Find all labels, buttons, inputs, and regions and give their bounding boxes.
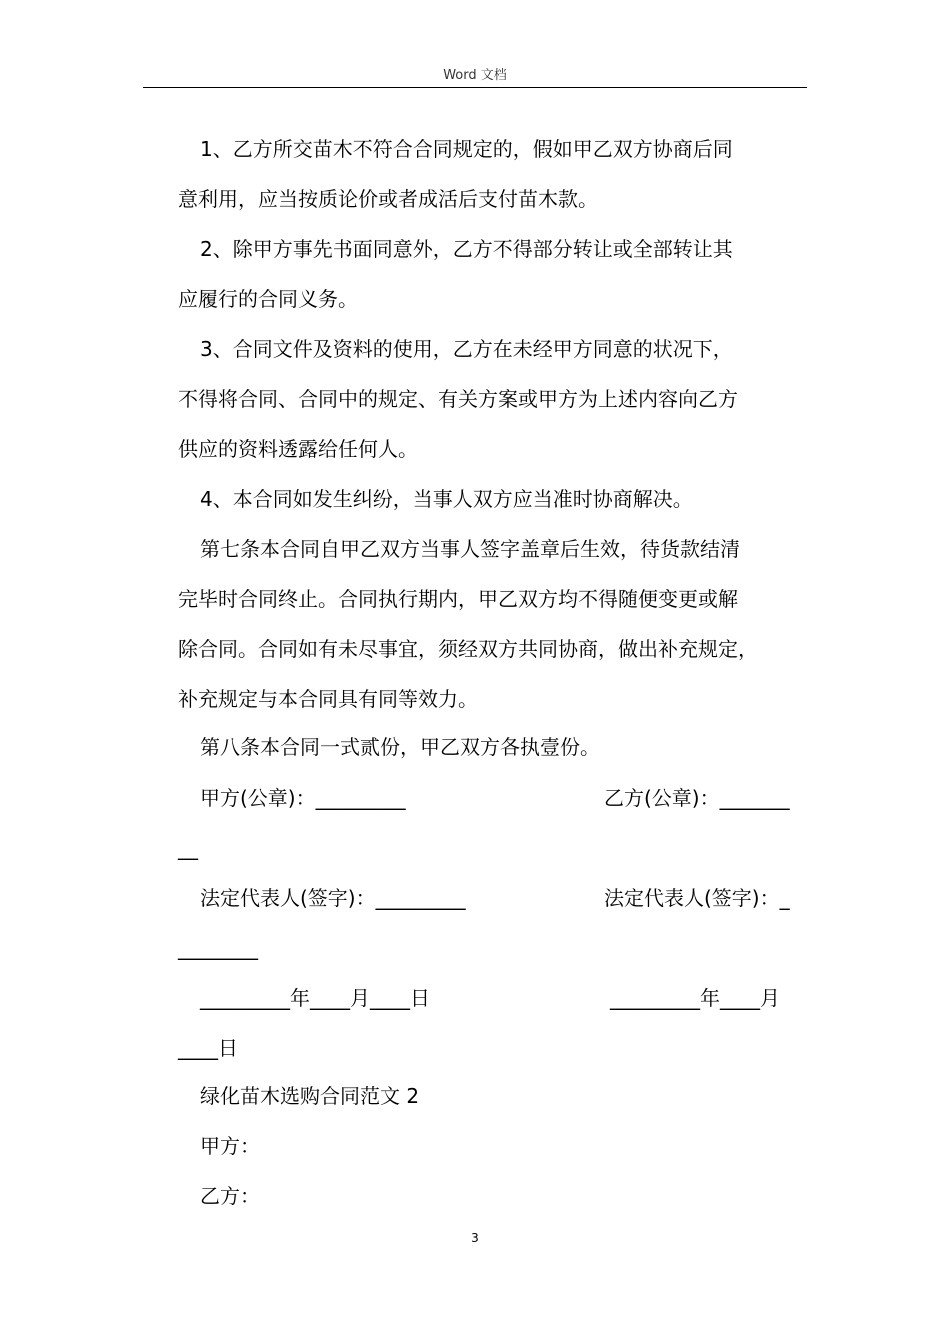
party-b-seal-field: 乙方(公章)：_______	[604, 786, 790, 810]
party-b-representative-field-continued: ________	[178, 936, 258, 960]
paragraph-line: 4、本合同如发生纠纷，当事人双方应当准时协商解决。	[200, 487, 693, 511]
section-title: 绿化苗木选购合同范文 2	[200, 1084, 420, 1108]
paragraph-line: 3、合同文件及资料的使用，乙方在未经甲方同意的状况下，	[200, 337, 733, 361]
party-b-date-field: _________年____月	[610, 986, 780, 1010]
page-number: 3	[471, 1231, 479, 1245]
paragraph-line: 意利用，应当按质论价或者成活后支付苗木款。	[178, 187, 598, 211]
page-header: Word 文档	[443, 68, 507, 83]
paragraph-line: 完毕时合同终止。合同执行期内，甲乙双方均不得随便变更或解	[178, 587, 738, 611]
paragraph-line: 2、除甲方事先书面同意外，乙方不得部分转让或全部转让其	[200, 237, 733, 261]
paragraph-line: 不得将合同、合同中的规定、有关方案或甲方为上述内容向乙方	[178, 387, 738, 411]
party-a-label: 甲方：	[200, 1134, 260, 1158]
party-b-date-field-continued: ____日	[178, 1036, 238, 1060]
paragraph-line: 1、乙方所交苗木不符合合同规定的，假如甲乙双方协商后同	[200, 137, 733, 161]
party-a-representative-field: 法定代表人(签字)：_________	[200, 886, 466, 910]
party-a-seal-field: 甲方(公章)：_________	[200, 786, 406, 810]
party-b-seal-field-continued: __	[178, 836, 198, 860]
paragraph-line: 补充规定与本合同具有同等效力。	[178, 687, 478, 711]
party-a-date-field: _________年____月____日	[200, 986, 430, 1010]
paragraph-line: 第七条本合同自甲乙双方当事人签字盖章后生效，待货款结清	[200, 537, 740, 561]
paragraph-line: 应履行的合同义务。	[178, 287, 358, 311]
header-divider	[143, 87, 807, 88]
paragraph-line: 供应的资料透露给任何人。	[178, 437, 418, 461]
paragraph-line: 第八条本合同一式贰份，甲乙双方各执壹份。	[200, 735, 600, 759]
party-b-representative-field: 法定代表人(签字)：_	[604, 886, 790, 910]
paragraph-line: 除合同。合同如有未尽事宜，须经双方共同协商，做出补充规定，	[178, 637, 758, 661]
party-b-label: 乙方：	[200, 1184, 260, 1208]
